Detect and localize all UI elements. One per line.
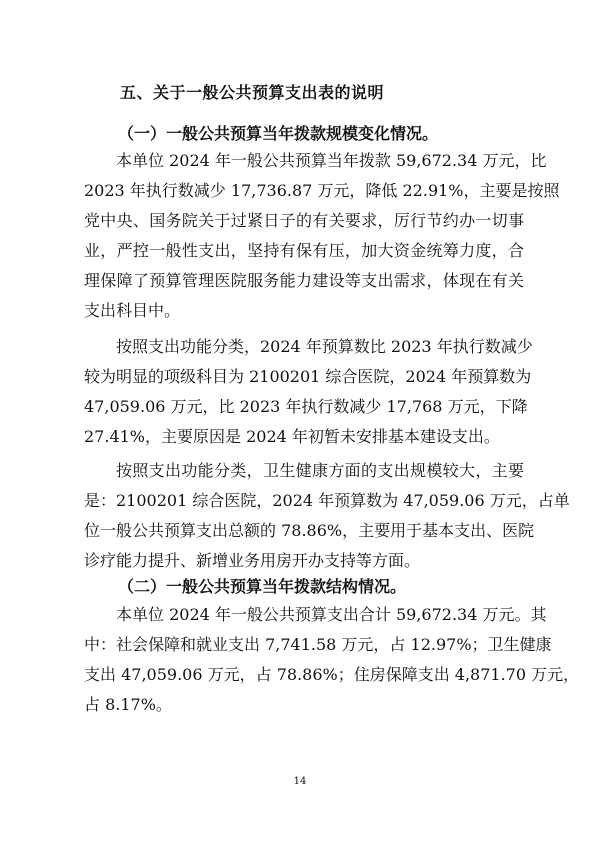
section-heading: 五、关于一般公共预算支出表的说明 <box>120 83 385 102</box>
paragraph-line: 是：2100201 综合医院，2024 年预算数为 47,059.06 万元，占单 <box>84 491 570 510</box>
paragraph-line: 中：社会保障和就业支出 7,741.58 万元，占 12.97%；卫生健康 <box>84 635 552 654</box>
paragraph-line: 按照支出功能分类，2024 年预算数比 2023 年执行数减少 <box>116 337 533 356</box>
paragraph-line: 党中央、国务院关于过紧日子的有关要求，厉行节约办一切事 <box>84 211 524 230</box>
paragraph-line: 理保障了预算管理医院服务能力建设等支出需求，体现在有关 <box>84 271 524 290</box>
paragraph-1 <box>84 146 560 326</box>
paragraph-line: 诊疗能力提升、新增业务用房开办支持等方面。 <box>84 551 421 570</box>
paragraph-2 <box>84 332 533 452</box>
paragraph-line: 业，严控一般性支出，坚持有保有压，加大资金统筹力度，合 <box>84 241 524 260</box>
paragraph-line: 本单位 2024 年一般公共预算支出合计 59,672.34 万元。其 <box>116 605 547 624</box>
paragraph-4 <box>84 600 580 720</box>
paragraph-3 <box>84 456 570 576</box>
paragraph-line: 47,059.06 万元，比 2023 年执行数减少 17,768 万元，下降 <box>84 397 528 416</box>
paragraph-line: 本单位 2024 年一般公共预算当年拨款 59,672.34 万元，比 <box>116 151 547 170</box>
page-number: 14 <box>293 776 307 787</box>
paragraph-line: 支出科目中。 <box>84 301 181 320</box>
paragraph-line: 27.41%，主要原因是 2024 年初暂未安排基本建设支出。 <box>84 427 500 446</box>
paragraph-line: 按照支出功能分类，卫生健康方面的支出规模较大，主要 <box>116 461 524 480</box>
paragraph-line: 位一般公共预算支出总额的 78.86%，主要用于基本支出、医院 <box>84 521 535 540</box>
paragraph-line: 占 8.17%。 <box>84 695 172 714</box>
paragraph-line: 支出 47,059.06 万元，占 78.86%；住房保障支出 4,871.70 万元， <box>84 665 580 684</box>
subsection-title-1: （一）一般公共预算当年拨款规模变化情况。 <box>118 124 439 143</box>
paragraph-line: 较为明显的项级科目为 2100201 综合医院，2024 年预算数为 <box>84 367 532 386</box>
paragraph-line: 2023 年执行数减少 17,736.87 万元，降低 22.91%，主要是按照 <box>84 181 560 200</box>
subsection-title-2: （二）一般公共预算当年拨款结构情况。 <box>118 577 407 596</box>
